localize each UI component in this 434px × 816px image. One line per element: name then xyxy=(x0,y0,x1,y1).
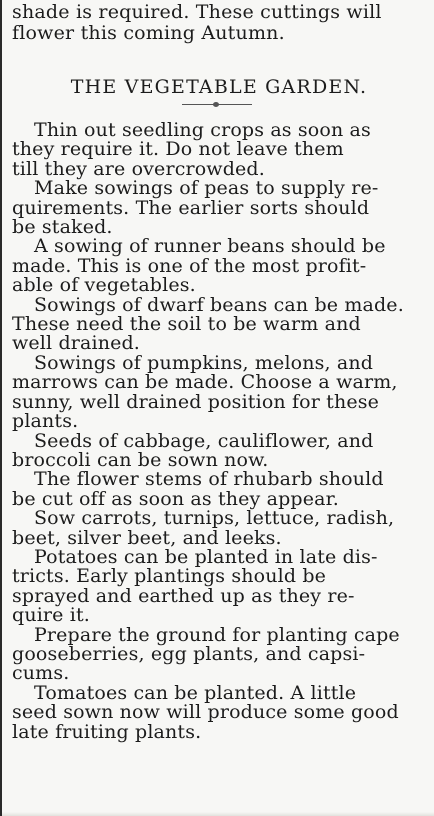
paragraph-line: These need the soil to be warm and xyxy=(12,313,361,336)
paragraph-line: Tomatoes can be planted. A little xyxy=(34,681,357,704)
paragraph-line: Sowings of dwarf beans can be made. xyxy=(34,293,404,316)
paragraph-line: sunny, well drained position for these xyxy=(12,390,380,413)
paragraph-line: Thin out seedling crops as soon as xyxy=(34,119,371,141)
paragraph-line: sprayed and earthed up as they re- xyxy=(12,584,355,607)
paragraph-line: gooseberries, egg plants, and capsi- xyxy=(12,642,366,665)
paragraph-line: quire it. xyxy=(12,604,90,627)
paragraph-line: Seeds of cabbage, cauliflower, and xyxy=(34,429,374,452)
intro-text xyxy=(12,2,426,44)
paragraph-line: marrows can be made. Choose a warm, xyxy=(12,371,398,394)
article-paragraph xyxy=(12,681,426,743)
intro-line: shade is required. These cuttings will xyxy=(12,1,382,23)
page-edge xyxy=(2,812,434,816)
article-paragraph xyxy=(12,470,426,509)
heading-divider xyxy=(182,104,252,105)
paragraph-line: Sow carrots, turnips, lettuce, radish, xyxy=(34,507,395,530)
paragraph-line: plants. xyxy=(12,410,79,433)
paragraph-line: Potatoes can be planted in late dis- xyxy=(34,545,378,568)
intro-line: flower this coming Autumn. xyxy=(12,22,285,44)
paragraph-line: be staked. xyxy=(12,216,113,239)
article-paragraph xyxy=(12,351,426,433)
paragraph-line: be cut off as soon as they appear. xyxy=(12,487,339,510)
article-paragraph xyxy=(12,121,426,179)
paragraph-line: late fruiting plants. xyxy=(12,720,202,743)
section-heading: THE VEGETABLE GARDEN. xyxy=(70,76,368,98)
paragraph-line: till they are overcrowded. xyxy=(12,157,265,180)
article-paragraph xyxy=(12,293,426,355)
article-paragraph xyxy=(12,429,426,471)
paragraph-line: Sowings of pumpkins, melons, and xyxy=(34,351,374,374)
paragraph-line: The flower stems of rhubarb should xyxy=(34,468,384,491)
article-paragraph xyxy=(12,509,426,548)
article-body xyxy=(12,121,426,742)
paragraph-line: broccoli can be sown now. xyxy=(12,448,269,471)
article-paragraph xyxy=(12,623,426,685)
article-paragraph xyxy=(12,545,426,627)
paragraph-line: made. This is one of the most profit- xyxy=(12,254,367,277)
paragraph-line: seed sown now will produce some good xyxy=(12,701,399,724)
paragraph-line: beet, silver beet, and leeks. xyxy=(12,526,282,549)
paragraph-line: cums. xyxy=(12,662,70,685)
article-paragraph xyxy=(12,179,426,237)
paragraph-line: A sowing of runner beans should be xyxy=(34,235,386,258)
paragraph-line: Prepare the ground for planting cape xyxy=(34,623,400,646)
paragraph-line: tricts. Early plantings should be xyxy=(12,565,327,588)
paragraph-line: Make sowings of peas to supply re- xyxy=(34,177,379,200)
paragraph-line: they require it. Do not leave them xyxy=(12,138,344,161)
article-paragraph xyxy=(12,237,426,295)
paragraph-line: quirements. The earlier sorts should xyxy=(12,196,370,219)
paragraph-line: able of vegetables. xyxy=(12,274,196,297)
paragraph-line: well drained. xyxy=(12,332,140,355)
